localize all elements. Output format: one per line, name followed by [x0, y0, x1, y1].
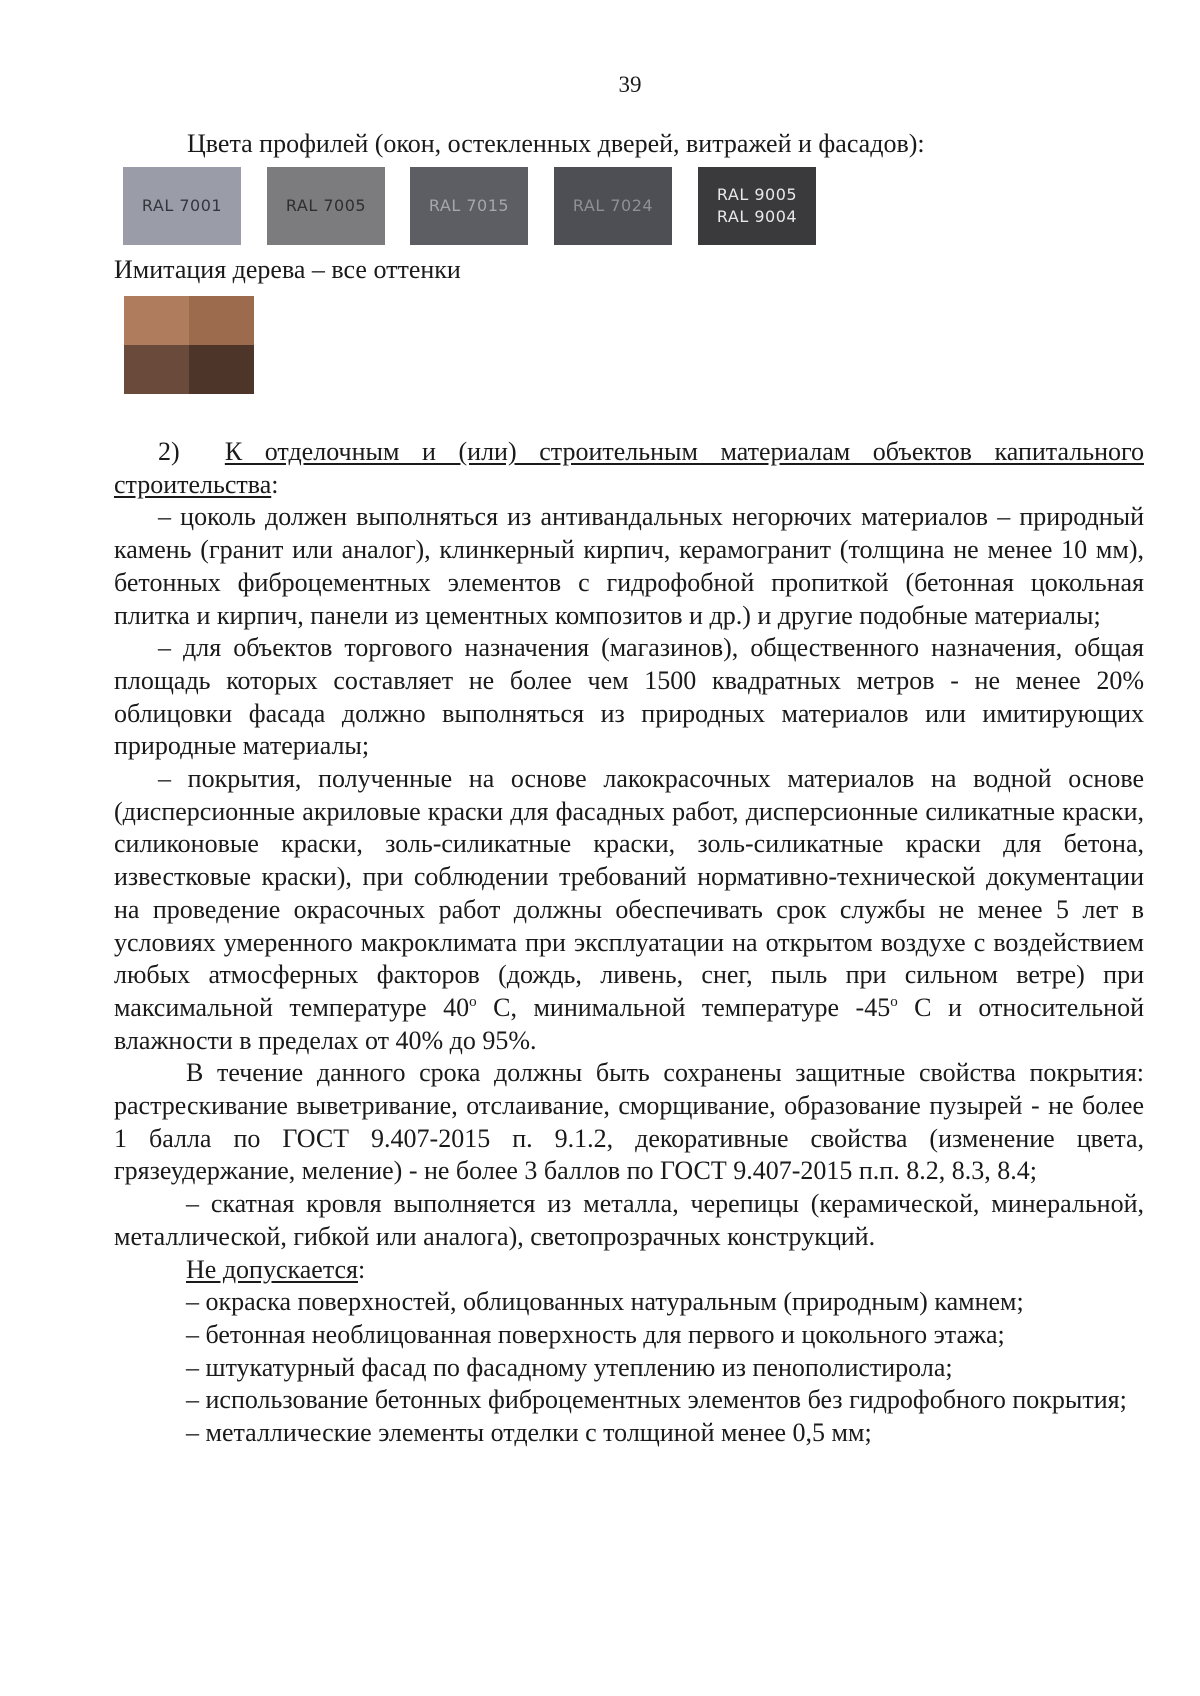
not-allowed-item: – металлические элементы отделки с толщиной менее 0,5 мм;: [186, 1418, 872, 1448]
swatch-ral-7001: [123, 167, 241, 245]
section-number: 2): [158, 437, 180, 466]
swatch-ral-7015: [410, 167, 528, 245]
not-allowed-item: – окраска поверхностей, облицованных натуральным (природным) камнем;: [186, 1287, 1024, 1317]
wood-texture-swatch: [124, 296, 254, 394]
plinth-paragraph: – цоколь должен выполняться из антивандальных негорючих материалов – природный камень (гранит или аналог), клинкерный кирпич, керамогранит (толщина не менее 10 мм), бетонных фиброцементных элементов с гидрофобной пропиткой (бетонная цокольная плитка и кирпич, панели из цементных композитов и др.) и другие подобные материалы;: [114, 502, 1144, 630]
swatch-label-secondary: RAL 9004: [716, 207, 798, 226]
not-allowed-item: – использование бетонных фиброцементных элементов без гидрофобного покрытия;: [186, 1385, 1127, 1415]
coatings-text-a: – покрытия, полученные на основе лакокрасочных материалов на водной основе (дисперсионные акриловые краски для фасадных работ, дисперсионные силикатные краски, силиконовые краски, золь-силикатные краски, золь-силикатные краски для бетона, известковые краски), при соблюдении требований нормативно-технической документации на проведение окрасочных работ должны обеспечивать срок службы не менее 5 лет в условиях умеренного макроклимата при эксплуатации на открытом воздухе с воздействием любых атмосферных факторов (дождь, ливень, снег, пыль при сильном ветре) при максимальной температуре 40: [114, 764, 1144, 1022]
swatch-ral-7005: [267, 167, 385, 245]
swatch-label: RAL 7015: [428, 196, 510, 215]
commercial-objects-paragraph: – для объектов торгового назначения (магазинов), общественного назначения, общая площадь которых составляет не более чем 1500 квадратных метров - не менее 20% облицовки фасада должно выполняться из природных материалов или имитирующих природные материалы;: [114, 633, 1144, 761]
section-2-body: [114, 436, 1144, 1450]
section-title-line2: строительства: [114, 469, 272, 499]
not-allowed-item: – штукатурный фасад по фасадному утеплению из пенополистирола;: [186, 1352, 953, 1382]
not-allowed-item: – бетонная необлицованная поверхность для первого и цокольного этажа;: [186, 1319, 1005, 1349]
swatch-label: RAL 7005: [285, 196, 367, 215]
swatch-ral-9005-9004: [698, 167, 816, 245]
section-title-colon: :: [271, 469, 279, 499]
protective-properties-paragraph: В течение данного срока должны быть сохранены защитные свойства покрытия: растрескивание выветривание, отслаивание, сморщивание, образование пузырей - не более 1 балла по ГОСТ 9.407-2015 п. 9.1.2, декоративные свойства (изменение цвета, грязеудержание, меление) - не более 3 баллов по ГОСТ 9.407-2015 п.п. 8.2, 8.3, 8.4;: [114, 1058, 1144, 1186]
wood-tone-1: [124, 296, 189, 345]
section-title-line1: К отделочным и (или) строительным материалам объектов капитального: [224, 437, 1144, 466]
not-allowed-heading: [114, 1254, 1144, 1287]
section-2-heading: [114, 436, 1144, 469]
wood-tone-4: [189, 345, 254, 394]
section-2-heading-cont: [114, 469, 1144, 502]
not-allowed-label: Не допускается: [186, 1254, 358, 1284]
swatch-label: RAL 7024: [572, 196, 654, 215]
not-allowed-colon: :: [358, 1254, 366, 1284]
wood-imitation-heading: Имитация дерева – все оттенки: [114, 255, 461, 284]
swatch-label: RAL 7001: [141, 196, 223, 215]
page-number: 39: [618, 72, 642, 97]
profile-colors-heading: Цвета профилей (окон, остекленных дверей, витражей и фасадов):: [187, 129, 925, 158]
swatch-label: RAL 9005: [716, 185, 798, 204]
pitched-roof-paragraph: – скатная кровля выполняется из металла, черепицы (керамической, минеральной, металлической, гибкой или аналога), светопрозрачных конструкций.: [114, 1189, 1144, 1251]
swatch-ral-7024: [554, 167, 672, 245]
degree-mark: о: [469, 993, 477, 1010]
coatings-text-b: С, минимальной температуре -45: [476, 992, 891, 1022]
coatings-paragraph: [114, 763, 1144, 1057]
degree-mark: о: [890, 993, 898, 1010]
wood-tone-3: [124, 345, 189, 394]
wood-tone-2: [189, 296, 254, 345]
coatings-text-c: С и относительной влажности в пределах от 40% до 95%.: [114, 992, 1144, 1055]
